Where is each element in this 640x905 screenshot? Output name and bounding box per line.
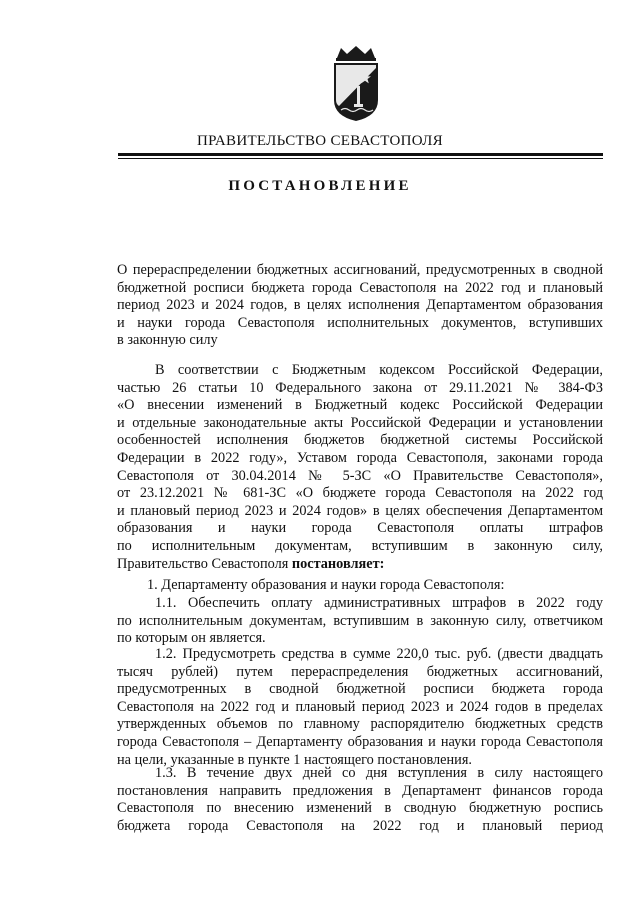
item-1-2-line: города Севастополя – Департаменту образования и науки города Севастополя [117,733,603,750]
item-1-3 [117,765,603,835]
item-1-1-line: по которым он является. [117,630,266,647]
item-1-line: 1. Департаменту образования и науки города Севастополя: [147,577,505,593]
item-1-3-line: бюджета города Севастополя на 2022 год и плановый период [117,817,603,834]
item-1-2-line: утвержденных объемов по главному распорядителю бюджетных средств [117,716,603,733]
header-rule-thick [118,153,603,156]
preamble-line: особенностей исполнения бюджетов бюджетной системы Российской [117,432,603,449]
item-1-2-line: предусмотренных в сводной бюджетной росписи бюджета города [117,681,603,698]
header-rule-thin [118,158,603,159]
preamble-line [117,556,603,574]
item-1-1 [117,595,603,648]
subject-line: О перераспределении бюджетных ассигнований, предусмотренных в сводной [117,262,603,278]
item-1-2-line: Севастополя на 2022 год и плановый период 2023 и 2024 годов в пределах [117,698,603,715]
document-type-title: ПОСТАНОВЛЕНИЕ [228,178,412,194]
item-1-2-line: тысяч рублей) путем перераспределения бюджетных ассигнований, [117,663,603,680]
preamble-line: по исполнительным документам, вступившим в законную силу, [117,537,603,554]
item-1 [117,577,603,595]
preamble-line: Севастополя от 30.04.2014 № 5-ЗС «О Правительстве Севастополя», [117,467,603,484]
item-1-1-line: 1.1. Обеспечить оплату административных штрафов в 2022 году [155,595,603,611]
preamble-authority: Правительство Севастополя [117,555,292,572]
preamble-line: и плановый период 2023 и 2024 годов» в целях обеспечения Департаментом [117,502,603,519]
sevastopol-coat-of-arms-icon [331,44,381,122]
item-1-3-line: постановления направить предложения в Департамент финансов города [117,782,603,799]
preamble-line: образования и науки города Севастополя оплаты штрафов [117,520,603,537]
subject-line: в законную силу [117,332,218,349]
subject-line: период 2023 и 2024 годов, в целях исполнения Департаментом образования [117,297,603,314]
preamble-line: В соответствии с Бюджетным кодексом Российской Федерации, [155,362,603,378]
item-1-1-line: по исполнительным документам, вступившим в законную силу, ответчиком [117,612,603,629]
subject-line: и науки города Севастополя исполнительных документов, вступивших [117,314,603,331]
preamble-paragraph [117,362,603,573]
item-1-3-line: 1.3. В течение двух дней со дня вступления в силу настоящего [155,765,603,781]
subject-line: бюджетной росписи бюджета города Севастополя на 2022 год и плановый [117,279,603,296]
resolves-keyword: постановляет: [291,555,385,572]
preamble-line: частью 26 статьи 10 Федерального закона от 29.11.2021 № 384-ФЗ [117,379,603,396]
document-subject [117,262,603,350]
preamble-line: Федерации в 2022 году», Уставом города Севастополя, законами города [117,449,603,466]
item-1-2-line: на цели, указанные в пункте 1 настоящего постановления. [117,751,472,768]
preamble-line: и отдельные законодательные акты Российской Федерации и установлении [117,414,603,431]
item-1-2 [117,646,603,769]
organization-name: ПРАВИТЕЛЬСТВО СЕВАСТОПОЛЯ [197,133,443,149]
item-1-3-line: Севастополя по внесению изменений в сводную бюджетную роспись [117,800,603,817]
preamble-line: от 23.12.2021 № 681-ЗС «О бюджете города Севастополя на 2022 год [117,485,603,502]
preamble-line: «О внесении изменений в Бюджетный кодекс Российской Федерации [117,397,603,414]
item-1-2-line: 1.2. Предусмотреть средства в сумме 220,0 тыс. руб. (двести двадцать [155,646,603,662]
